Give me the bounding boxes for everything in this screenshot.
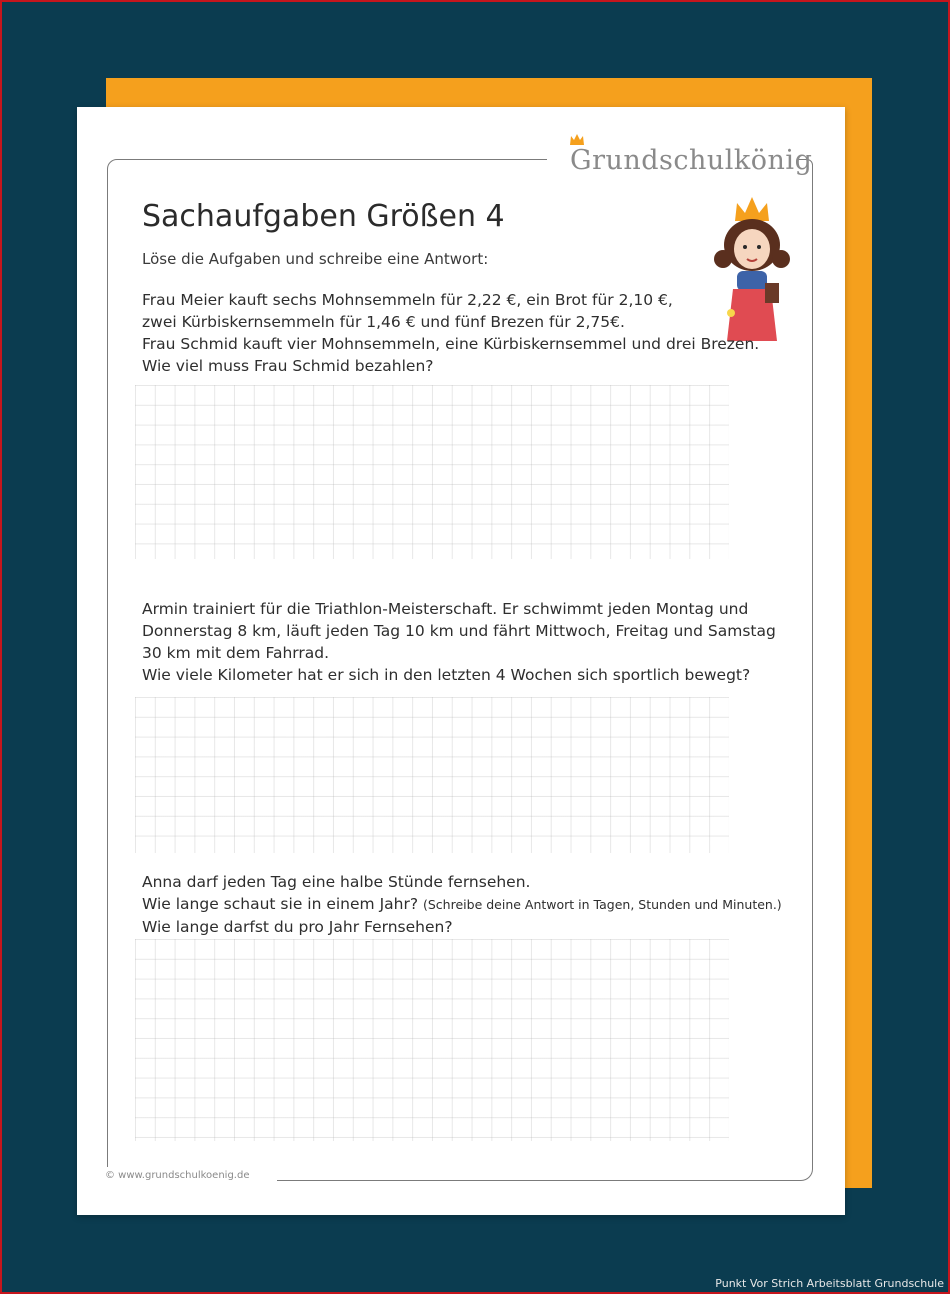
task-3-line bbox=[142, 893, 782, 916]
answer-grid-2[interactable] bbox=[135, 697, 729, 853]
task-3-hint: (Schreibe deine Antwort in Tagen, Stunden und Minuten.) bbox=[423, 897, 782, 912]
answer-grid-1[interactable] bbox=[135, 385, 729, 559]
task-2-line: 30 km mit dem Fahrrad. bbox=[142, 644, 330, 662]
task-3-question: Wie lange darfst du pro Jahr Fernsehen? bbox=[142, 918, 453, 936]
task-1-line: Frau Schmid kauft vier Mohnsemmeln, eine Kürbiskernsemmel und drei Brezen. bbox=[142, 335, 760, 353]
task-3-question: Wie lange schaut sie in einem Jahr? bbox=[142, 895, 419, 913]
task-3-line: Anna darf jeden Tag eine halbe Stünde fernsehen. bbox=[142, 873, 531, 891]
task-1-line: Frau Meier kauft sechs Mohnsemmeln für 2,22 €, ein Brot für 2,10 €, bbox=[142, 291, 673, 309]
task-2 bbox=[142, 598, 776, 686]
image-caption: Punkt Vor Strich Arbeitsblatt Grundschule bbox=[715, 1277, 944, 1290]
task-2-question: Wie viele Kilometer hat er sich in den letzten 4 Wochen sich sportlich bewegt? bbox=[142, 666, 751, 684]
worksheet-page bbox=[77, 107, 845, 1215]
page-title: Sachaufgaben Größen 4 bbox=[142, 199, 505, 234]
task-1-question: Wie viel muss Frau Schmid bezahlen? bbox=[142, 357, 434, 375]
instruction-text: Löse die Aufgaben und schreibe eine Antwort: bbox=[142, 250, 489, 268]
task-2-line: Armin trainiert für die Triathlon-Meisterschaft. Er schwimmt jeden Montag und bbox=[142, 600, 749, 618]
footer-copyright: © www.grundschulkoenig.de bbox=[105, 1170, 250, 1181]
task-1 bbox=[142, 289, 759, 377]
answer-grid-3[interactable] bbox=[135, 939, 729, 1141]
task-1-line: zwei Kürbiskernsemmeln für 1,46 € und fünf Brezen für 2,75€. bbox=[142, 313, 625, 331]
task-2-line: Donnerstag 8 km, läuft jeden Tag 10 km und fährt Mittwoch, Freitag und Samstag bbox=[142, 622, 776, 640]
brand-logo: Grundschulkönig bbox=[570, 145, 813, 176]
task-3 bbox=[142, 871, 782, 938]
